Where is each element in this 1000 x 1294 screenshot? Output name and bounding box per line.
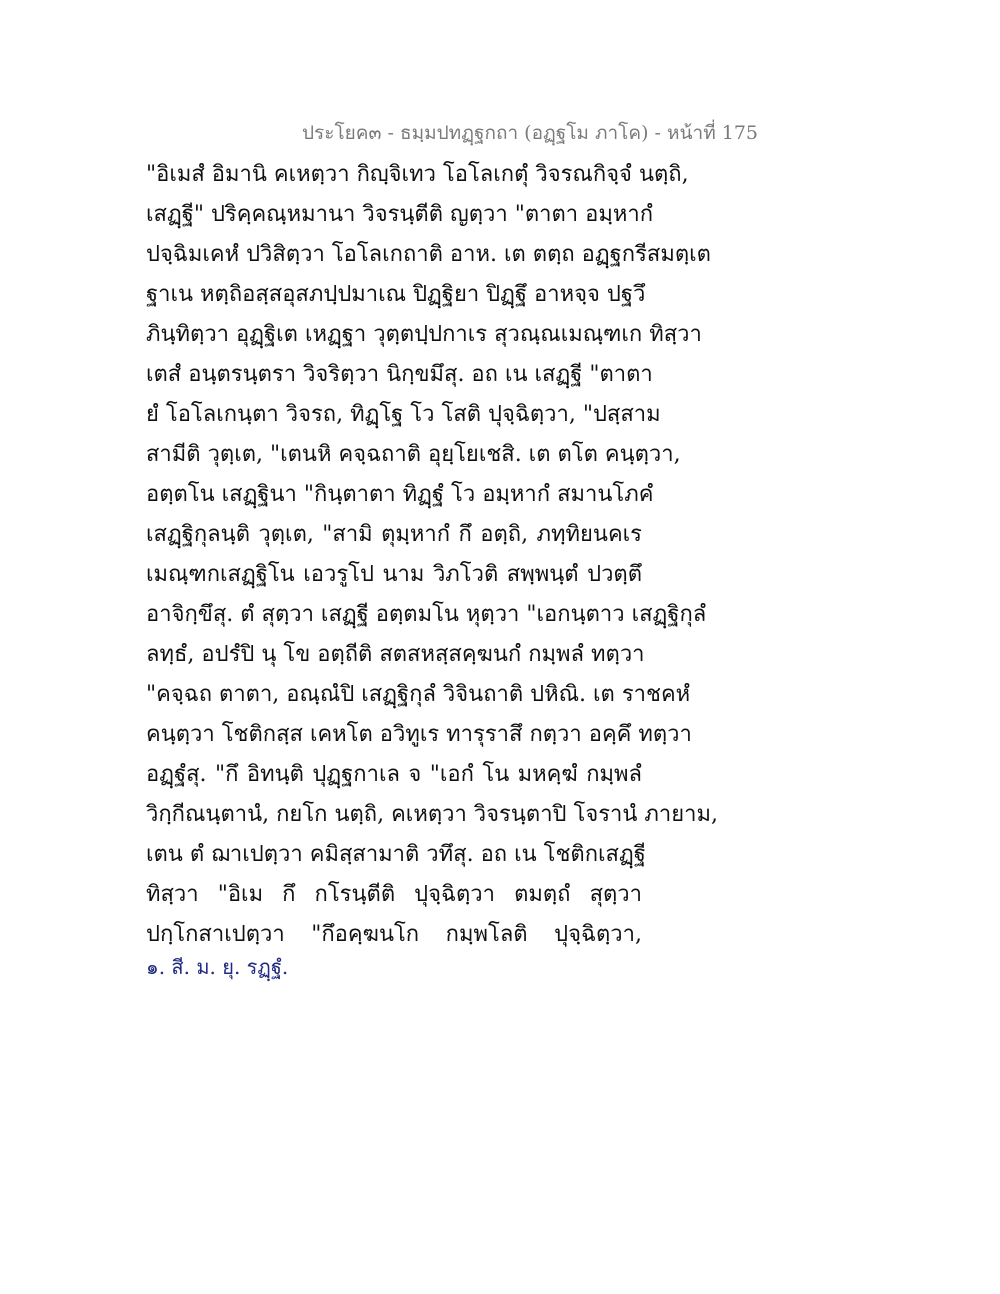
text-line: เสฏฺฐิกุลนฺติ วุตฺเต, "สามิ ตุมฺหากํ กึ อตฺถิ, ภทฺทิยนคเร (146, 522, 642, 547)
page-header: ประโยค๓ - ธมฺมปทฏฺฐกถา (อฏฺฐโม ภาโค) - หน้าที่ 175 (301, 122, 759, 144)
text-line: อฏฺฐํสุ. "กึ อิทนฺติ ปุฏฺฐกาเล จ "เอกํ โน มหคฺฆํ กมฺพลํ (146, 762, 642, 787)
text-line: ยํ โอโลเกนฺตา วิจรถ, ทิฏฺโฐ โว โสติ ปุจฺฉิตฺวา, "ปสฺสาม (146, 402, 661, 427)
text-line: ฐาเน หตฺถิอสฺสอุสภปฺปมาเณ ปิฏฺฐิยา ปิฏฺฐึ อาหจฺจ ปฐวึ (146, 282, 646, 307)
text-line: ทิสฺวา "อิเม กึ กโรนฺตีติ ปุจฺฉิตฺวา ตมตฺถํ สุตฺวา (146, 882, 642, 907)
body-text (146, 155, 719, 955)
text-line: ปจฺฉิมเคหํ ปวิสิตฺวา โอโลเกถาติ อาห. เต ตตฺถ อฏฺฐกรีสมตฺเต (146, 242, 711, 267)
text-line: คนฺตฺวา โชติกสฺส เคหโต อวิทูเร ทารุราสึ กตฺวา อคฺคึ ทตฺวา (146, 722, 692, 747)
text-line: ภินฺทิตฺวา อุฏฺฐิเต เหฏฺฐา วุตฺตปฺปกาเร สุวณฺณเมณฺฑเก ทิสฺวา (146, 322, 702, 347)
text-line: อตฺตโน เสฏฺฐินา "กินฺตาตา ทิฏฺฐํ โว อมฺหากํ สมานโภคํ (146, 482, 654, 507)
text-line: "คจฺฉถ ตาตา, อณฺณํปิ เสฏฺฐิกุลํ วิจินถาติ ปหิณิ. เต ราชคหํ (146, 682, 691, 707)
text-line: เสฏฺฐี" ปริคฺคณฺหมานา วิจรนฺตีติ ญตฺวา "ตาตา อมฺหากํ (146, 202, 654, 227)
text-line: เมณฺฑกเสฏฺฐิโน เอวรูโป นาม วิภโวติ สพฺพนฺตํ ปวตฺตึ (146, 562, 642, 587)
text-line: สามีติ วุตฺเต, "เตนหิ คจฺฉถาติ อุยฺโยเชสิ. เต ตโต คนฺตฺวา, (146, 442, 681, 467)
text-line: วิกฺกีณนฺตานํ, กยโก นตฺถิ, คเหตฺวา วิจรนฺตาปิ โจรานํ ภายาม, (146, 802, 719, 827)
text-line: เตน ตํ ฌาเปตฺวา คมิสฺสามาติ วทึสุ. อถ เน โชติกเสฏฺฐี (146, 842, 646, 867)
text-line: อาจิกฺขึสุ. ตํ สุตฺวา เสฏฺฐี อตฺตมโน หุตฺวา "เอกนฺตาว เสฏฺฐิกุลํ (146, 602, 707, 627)
text-line: เตสํ อนฺตรนฺตรา วิจริตฺวา นิกฺขมึสุ. อถ เน เสฏฺฐี "ตาตา (146, 362, 653, 387)
text-line: "อิเมสํ อิมานิ คเหตฺวา กิญฺจิเทว โอโลเกตุํ วิจรณกิจฺจํ นตฺถิ, (146, 162, 689, 187)
text-line: ลทฺธํ, อปรํปิ นุ โข อตฺถีติ สตสหสฺสคฺฆนกํ กมฺพลํ ทตฺวา (146, 642, 645, 667)
footnote: ๑. สี. ม. ยุ. รฏฺฐํ. (146, 955, 289, 979)
text-line: ปกฺโกสาเปตฺวา "กึอคฺฆนโก กมฺพโลติ ปุจฺฉิตฺวา, (146, 922, 642, 947)
